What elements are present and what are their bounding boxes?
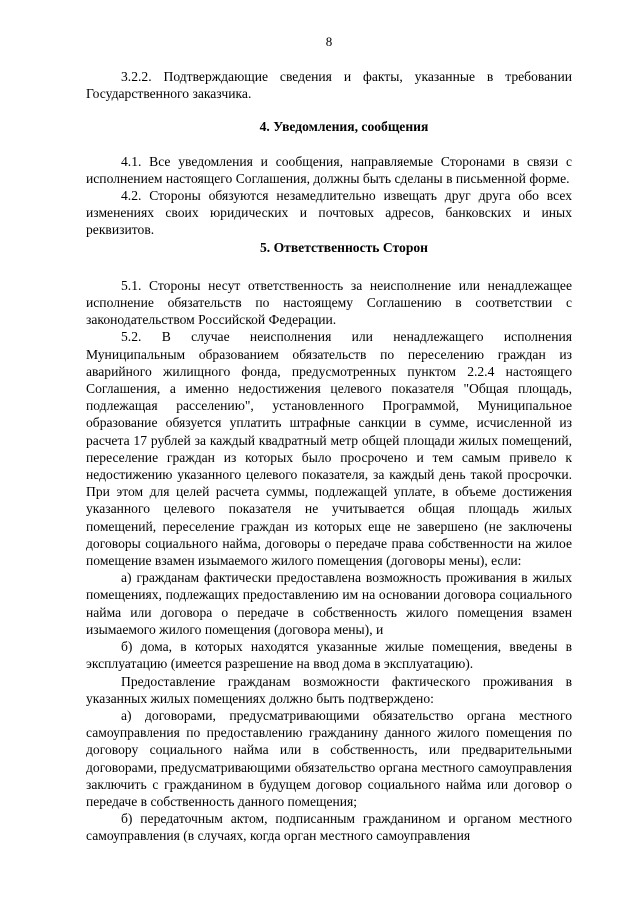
paragraph-5-2-b: б) дома, в которых находятся указанные жилые помещения, введены в эксплуатацию (имеется разрешение на ввод дома в эксплуатацию). xyxy=(86,639,572,672)
section-heading-4: 4. Уведомления, сообщения xyxy=(259,119,429,135)
paragraph-4-1: 4.1. Все уведомления и сообщения, направляемые Сторонами в связи с исполнением настоящего Соглашения, должны быть сделаны в письменной форме. xyxy=(86,153,572,186)
page-number: 8 xyxy=(325,34,333,49)
paragraph-confirmation-a: а) договорами, предусматривающими обязательство органа местного самоуправления по предоставлению гражданину данного жилого помещения по договору социального найма или в собственность, или предварительными договорами, предусматривающими обязательство органа местного самоуправления заключить с гражданином в будущем договор социального найма или договор о передаче в собственность данного помещения; xyxy=(86,707,572,809)
paragraph-3-2-2: 3.2.2. Подтверждающие сведения и факты, указанные в требовании Государственного заказчика. xyxy=(86,69,572,102)
paragraph-5-2-a: а) гражданам фактически предоставлена возможность проживания в жилых помещениях, подлежащих предоставлению им на основании договора социального найма или договора о передаче в собственность жилого помещения взамен изымаемого жилого помещения (договора мены), и xyxy=(86,570,572,637)
paragraph-5-2: 5.2. В случае неисполнения или ненадлежащего исполнения Муниципальным образованием обязательств по переселению граждан из аварийного жилищного фонда, предусмотренных пунктом 2.2.4 настоящего Соглашения, а именно недостижения целевого показателя "Общая площадь, подлежащая расселению", установленного Программой, Муниципальное образование обязуется уплатить штрафные санкции в сумме, исчисленной из расчета 17 рублей за каждый квадратный метр общей площади жилых помещений, переселение граждан из которых было просрочено и тем самым привело к недостижению указанного целевого показателя, за каждый день такой просрочки. При этом для целей расчета суммы, подлежащей уплате, в объеме достижения указанного целевого показателя не учитывается общая площадь жилых помещений, переселение граждан из которых еще не завершено (не заключены договоры социального найма, договоры о передаче права собственности на жилое помещение взамен изымаемого жилого помещения (договоры мены), если: xyxy=(86,329,572,569)
paragraph-4-2: 4.2. Стороны обязуются незамедлительно извещать друг друга обо всех изменениях своих юридических и почтовых адресов, банковских и иных реквизитов. xyxy=(86,188,572,238)
paragraph-confirmation-intro: Предоставление гражданам возможности фактического проживания в указанных жилых помещениях должно быть подтверждено: xyxy=(86,673,572,706)
paragraph-confirmation-b: б) передаточным актом, подписанным гражданином и органом местного самоуправления (в случаях, когда орган местного самоуправления xyxy=(86,811,572,844)
paragraph-5-1: 5.1. Стороны несут ответственность за неисполнение или ненадлежащее исполнение обязательств по настоящему Соглашению в соответствии с законодательством Российской Федерации. xyxy=(86,277,572,328)
section-heading-5: 5. Ответственность Сторон xyxy=(259,239,429,255)
